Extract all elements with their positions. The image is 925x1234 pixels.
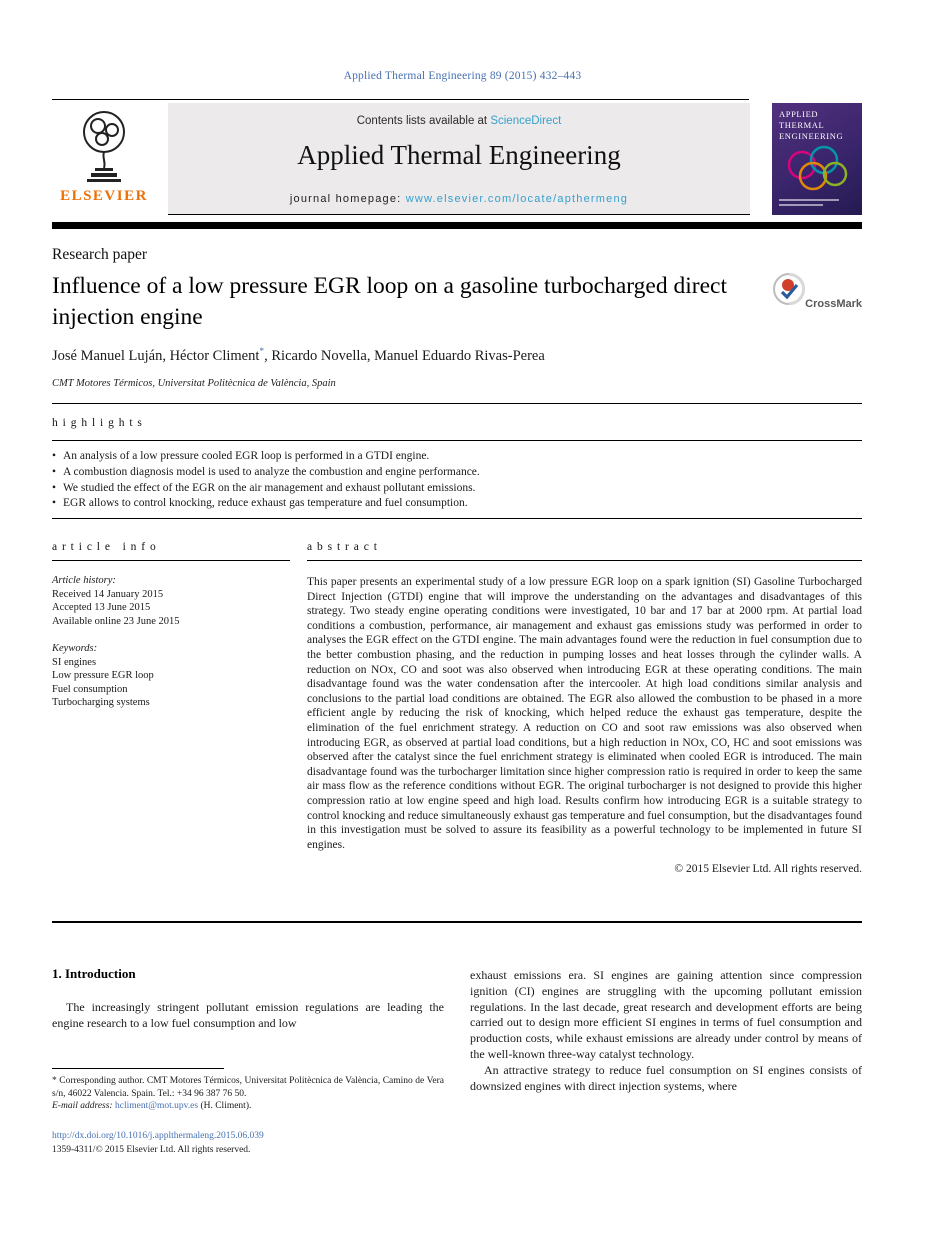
article-info-heading: a r t i c l e i n f o [52,541,290,561]
intro-paragraph: The increasingly stringent pollutant emission regulations are leading the engine research to a low fuel consumption and low [52,1000,444,1030]
email-line [52,1100,444,1113]
abstract-text: This paper presents an experimental study of a low pressure EGR loop on a spark ignition (SI) Gasoline Turbocharged Direct Injection (GTDI) engine that will improve the understanding on the advantages and disadvantages of this strategy. Two steady engine operating conditions were investigated, 10 bar and 17 bar at 2000 rpm. At partial load conditions a combustion, performance, air management and exhaust gas emissions study was performed in order to analyses the EGR effect on the GTDI engine. The main advantages found were the reduction in fuel consumption due to the better combustion phasing, and the reduction in pumping losses and heat losses through the cylinder walls. A reduction on NOx, CO and soot was also observed when introducing EGR at these operating conditions. The main disadvantage found was the water condensation after the intercooler. At high load conditions similar analysis and conclusions to the partial load conditions are obtained. The EGR also allowed the combustion to be phased in a more efficient angle by reducing the risk of knocking, which helped reduce the exhaust gas temperature, despite the elimination of the fuel enrichment strategy. A reduction on CO and soot raw emissions was also observed when introducing EGR, as observed at partial load conditions, but a high reduction in NOx, CO, HC and soot emissions was observed after the catalyst since the fuel enrichment strategy is eliminated when cooled EGR is introduced. The main disadvantage found was the turbocharger limitation since higher compression ratio is required in order to keep the same air mass flow as the reference conditions without EGR. The original turbocharger is not designed to provide this higher compression ratio at low engine speed and high load. Results confirm how introducing EGR is a suitable strategy to control knocking and reduce simultaneously exhaust gas temperature and fuel consumption, but the disadvantages found in this investigation must be solved to assure its feasibility as a powerful technology to be implemented in future SI engines. [307,576,862,851]
history-item: Accepted 13 June 2015 [52,602,151,613]
authors-line [52,347,545,365]
keywords-label: Keywords: [52,643,98,654]
corresponding-author-note: * Corresponding author. CMT Motores Térmicos, Universitat Politècnica de València, Camino de Vera s/n, 46022 Valencia. Spain. Tel.: +34 96 387 76 50. [52,1076,444,1099]
journal-cover-thumbnail[interactable] [772,103,862,215]
footnote-block [52,1068,444,1113]
history-item: Available online 23 June 2015 [52,615,180,627]
cover-title: APPLIED THERMAL ENGINEERING [779,109,844,142]
elsevier-logo[interactable] [50,104,158,216]
history-item: Received 14 January 2015 [52,588,164,600]
affiliation: CMT Motores Térmicos, Universitat Politècnica de València, Spain [52,378,336,389]
journal-banner [168,103,750,215]
elsevier-tree-icon [65,104,143,186]
journal-citation: Applied Thermal Engineering 89 (2015) 432–443 [343,70,582,82]
article-type-label: Research paper [52,246,148,263]
doi-link[interactable]: http://dx.doi.org/10.1016/j.applthermaleng.2015.06.039 [52,1131,264,1141]
email-suffix: (H. Climent). [200,1101,252,1111]
paper-title: Influence of a low pressure EGR loop on a gasoline turbocharged direct injection engine [52,273,727,330]
footnote-divider [52,1068,224,1069]
issn-copyright-line: 1359-4311/© 2015 Elsevier Ltd. All rights reserved. [52,1145,251,1155]
divider [52,921,862,923]
divider [52,518,862,519]
introduction-column-right [470,968,862,1094]
copyright-line: © 2015 Elsevier Ltd. All rights reserved. [674,863,862,876]
homepage-link[interactable]: www.elsevier.com/locate/apthermeng [405,193,629,205]
keyword-item: SI engines [52,656,97,668]
highlight-item: • We studied the effect of the EGR on the air management and exhaust pollutant emissions. [52,481,862,497]
keyword-item: Low pressure EGR loop [52,670,154,681]
abstract-column [307,541,862,875]
authors-part1: José Manuel Luján, Héctor Climent [52,347,260,364]
crossmark-label: CrossMark [805,298,862,310]
highlight-item: • A combustion diagnosis model is used to analyze the combustion and engine performance. [52,465,862,481]
crossmark-badge[interactable] [766,272,864,316]
header-divider [52,99,749,100]
crossmark-icon [772,272,806,306]
divider [52,440,862,441]
introduction-heading: 1. Introduction [52,966,136,981]
journal-title: Applied Thermal Engineering [297,140,621,170]
highlights-heading: h i g h l i g h t s [52,417,143,429]
keyword-item: Turbocharging systems [52,697,150,708]
contents-prefix: Contents lists available at [356,115,488,127]
homepage-line [168,193,750,205]
email-link[interactable]: hcliment@mot.upv.es [114,1101,199,1111]
corresponding-author-mark[interactable]: * [259,347,265,357]
keyword-item: Fuel consumption [52,683,128,695]
section-bar [52,222,862,229]
highlight-item: • EGR allows to control knocking, reduce exhaust gas temperature and fuel consumption. [52,496,862,512]
article-history-label: Article history: [52,575,116,586]
abstract-heading: a b s t r a c t [307,541,862,561]
email-label: E-mail address: [52,1101,113,1111]
authors-part2: , Ricardo Novella, Manuel Eduardo Rivas-Perea [264,347,545,364]
sciencedirect-link[interactable]: ScienceDirect [490,115,562,127]
contents-line [168,115,750,127]
intro-paragraph: exhaust emissions era. SI engines are gaining attention since compression ignition (CI) engines are struggling with the upcoming pollutant emission regulations. In the last decade, great research and development efforts are being carried out to design more efficient SI engines in terms of fuel consumption and production costs, while exhaust emissions are already under control by means of the well-known three-way catalyst technology. [470,968,862,1061]
introduction-column-left [52,1000,444,1032]
intro-paragraph: An attractive strategy to reduce fuel consumption on SI engines consists of downsized engines with direct injection systems, where [470,1062,862,1093]
divider [52,403,862,404]
cover-decor-line [779,204,823,206]
article-info-column [52,541,290,710]
elsevier-wordmark: ELSEVIER [60,188,148,204]
highlight-item: • An analysis of a low pressure cooled EGR loop is performed in a GTDI engine. [52,449,862,465]
homepage-label: journal homepage: [289,193,402,205]
highlights-list [52,449,862,512]
cover-decor-line [779,199,839,201]
